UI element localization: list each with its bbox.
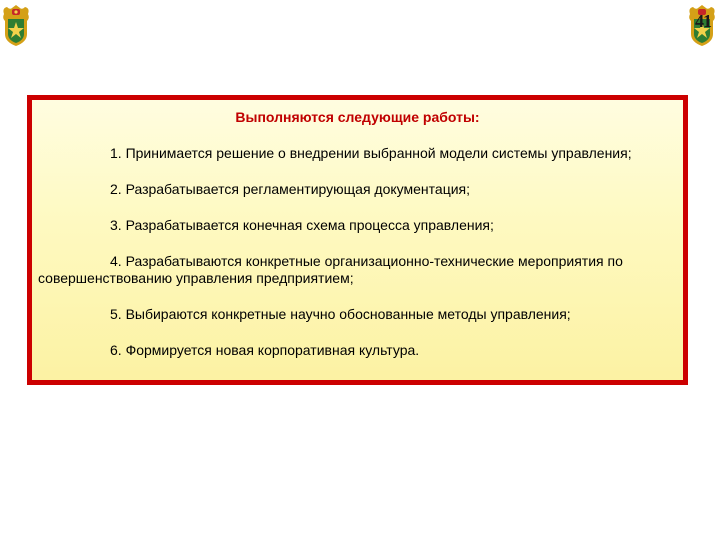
box-title: Выполняются следующие работы: xyxy=(235,109,480,125)
list-item: 5. Выбираются конкретные научно обоснованные методы управления; xyxy=(110,306,571,322)
list-item: 1. Принимается решение о внедрении выбранной модели системы управления; xyxy=(110,145,632,161)
coat-of-arms-icon xyxy=(1,4,31,48)
list-item: 4. Разрабатываются конкретные организационно-технические мероприятия по совершенствованию управления предприятием; xyxy=(38,253,623,286)
list-item: 3. Разрабатывается конечная схема процесса управления; xyxy=(110,217,494,233)
list-item: 2. Разрабатывается регламентирующая документация; xyxy=(110,181,471,197)
content-box xyxy=(27,95,688,385)
list-item: 6. Формируется новая корпоративная культура. xyxy=(110,342,420,358)
page-number: 41 xyxy=(695,11,711,31)
